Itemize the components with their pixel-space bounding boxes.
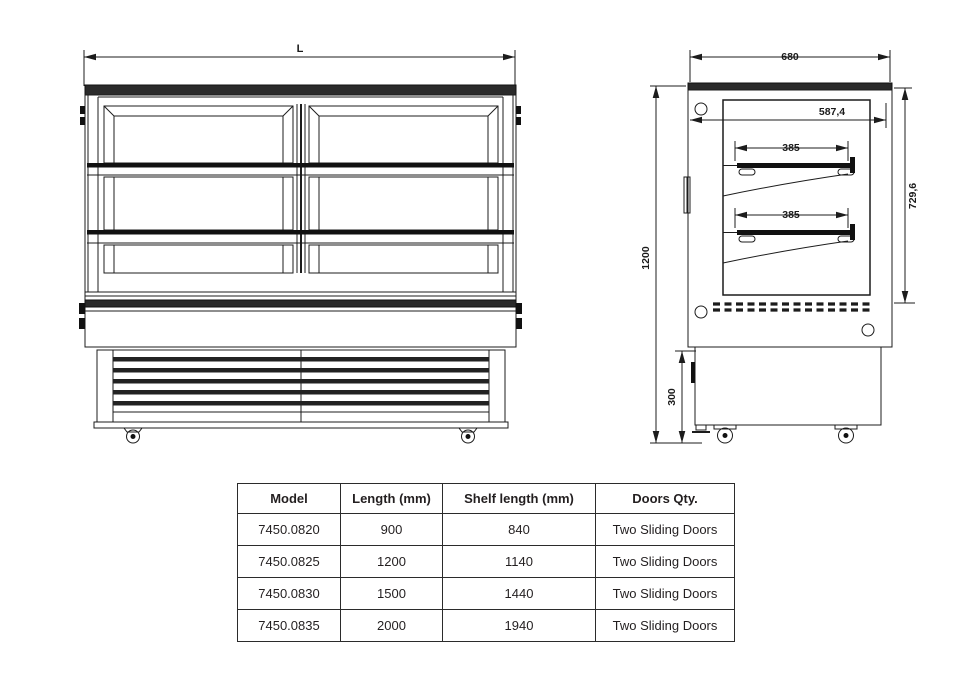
dimension-door-width: [690, 103, 886, 128]
col-header-length: Length (mm): [341, 484, 443, 514]
cell-shelf-length: 1440: [443, 578, 596, 610]
dimension-length-L: [84, 43, 515, 86]
lower-shelf: [723, 208, 855, 263]
cell-length: 2000: [341, 610, 443, 642]
col-header-doors-qty: Doors Qty.: [596, 484, 735, 514]
table-row: [238, 514, 735, 546]
cell-length: 1200: [341, 546, 443, 578]
front-louvered-base: [94, 350, 508, 428]
cell-model: 7450.0820: [238, 514, 341, 546]
cell-doors: Two Sliding Doors: [596, 610, 735, 642]
upper-shelf: [723, 141, 855, 196]
dimension-depth: [690, 50, 890, 82]
dim-shelf-upper-label: 385: [782, 142, 800, 154]
cell-model: 7450.0825: [238, 546, 341, 578]
dim-depth-label: 680: [781, 51, 799, 63]
dim-total-height-label: 1200: [640, 246, 652, 270]
cell-doors: Two Sliding Doors: [596, 546, 735, 578]
cell-shelf-length: 840: [443, 514, 596, 546]
front-caster-right: [459, 428, 477, 443]
spec-table: [237, 483, 735, 642]
side-view-drawing: [640, 50, 919, 443]
dim-door-width-label: 587,4: [818, 106, 846, 118]
cell-length: 1500: [341, 578, 443, 610]
dim-shelf-lower-label: 385: [782, 209, 800, 221]
cell-shelf-length: 1940: [443, 610, 596, 642]
col-header-shelf-length: Shelf length (mm): [443, 484, 596, 514]
cell-doors: Two Sliding Doors: [596, 514, 735, 546]
cell-length: 900: [341, 514, 443, 546]
table-row: [238, 610, 735, 642]
cell-model: 7450.0835: [238, 610, 341, 642]
col-header-model: Model: [238, 484, 341, 514]
table-row: [238, 578, 735, 610]
table-row: [238, 546, 735, 578]
table-header-row: [238, 484, 735, 514]
cell-model: 7450.0830: [238, 578, 341, 610]
side-base: [691, 347, 881, 443]
dim-base-height-label: 300: [666, 388, 678, 406]
dim-length-label: L: [296, 43, 304, 55]
cell-doors: Two Sliding Doors: [596, 578, 735, 610]
dim-display-height-label: 729,6: [907, 182, 919, 210]
front-view-drawing: [79, 43, 522, 443]
front-caster-left: [124, 428, 142, 443]
cell-shelf-length: 1140: [443, 546, 596, 578]
dimension-display-height: [894, 88, 919, 303]
